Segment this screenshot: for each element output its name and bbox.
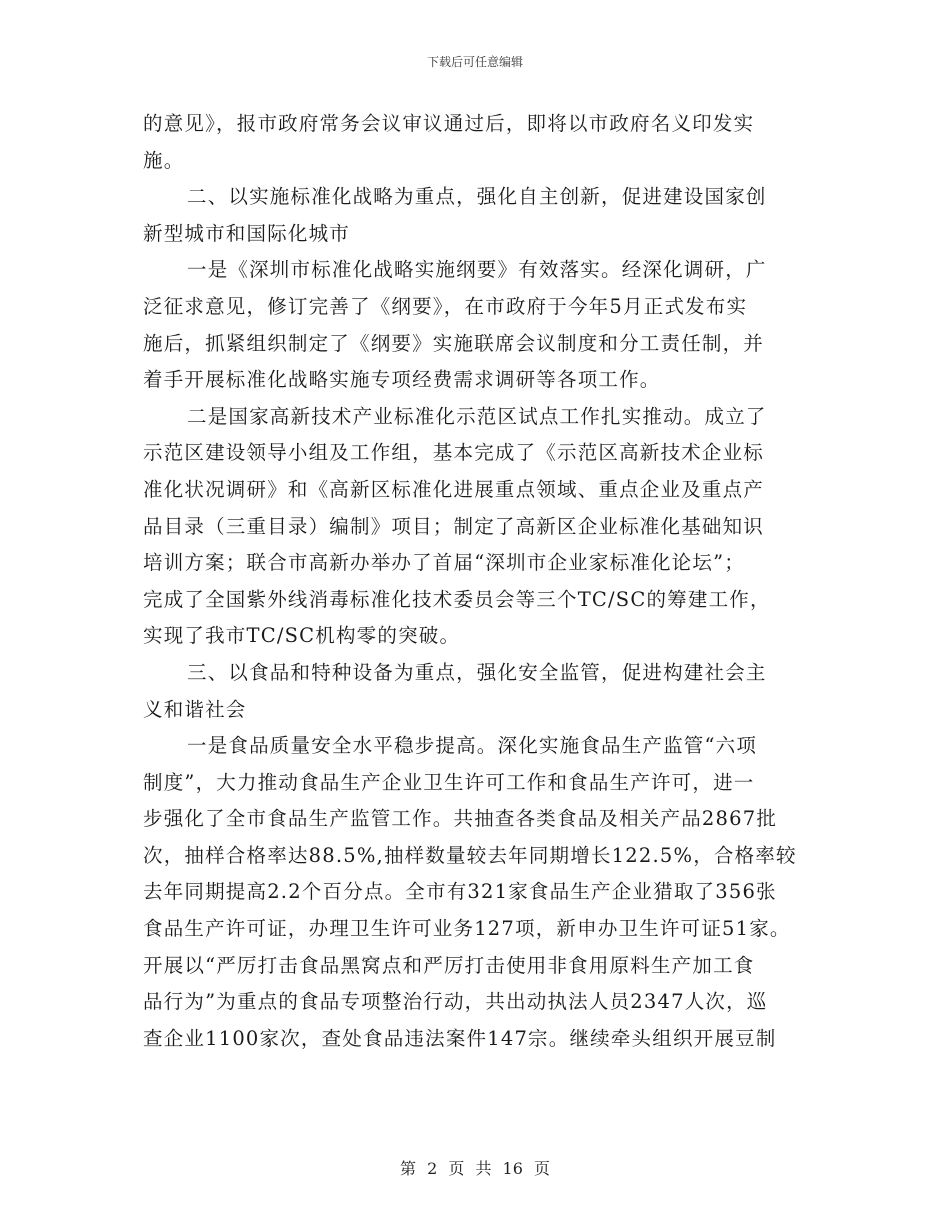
- text-line: 次，抽样合格率达88.5%,抽样数量较去年同期增长122.5%，合格率较: [143, 843, 797, 867]
- text-line: 的意见》，报市政府常务会议审议通过后，即将以市政府名义印发实: [143, 112, 755, 135]
- text-line: 开展以“严厉打击食品黑窝点和严厉打击使用非食用原料生产加工食: [143, 953, 755, 977]
- page-header: 下载后可任意编辑: [426, 55, 523, 69]
- text-line: 完成了全国紫外线消毒标准化技术委员会等三个TC/SC的筹建工作，: [143, 587, 771, 611]
- paragraph-start: 一是食品质量安全水平稳步提高。深化实施食品生产监管“六项: [187, 734, 758, 758]
- text-line: 培训方案；联合市高新办举办了首届“深圳市企业家标准化论坛”；: [143, 551, 745, 575]
- page-footer: 第 2 页 共 16 页: [400, 1159, 550, 1178]
- text-line: 步强化了全市食品生产监管工作。共抽查各类食品及相关产品2867批: [143, 807, 778, 831]
- text-line: 制度”，大力推动食品生产企业卫生许可工作和食品生产许可，进一: [143, 770, 755, 794]
- text-line: 实现了我市TC/SC机构零的突破。: [143, 624, 461, 648]
- text-line: 示范区建设领导小组及工作组，基本完成了《示范区高新技术企业标: [143, 441, 765, 465]
- paragraph-start: 一是《深圳市标准化战略实施纲要》有效落实。经深化调研，广: [187, 258, 767, 282]
- section-heading-cont: 新型城市和国际化城市: [143, 221, 351, 245]
- section-heading-cont: 义和谐社会: [143, 697, 247, 721]
- text-line: 去年同期提高2.2个百分点。全市有321家食品生产企业猎取了356张: [143, 880, 777, 904]
- text-line: 施后，抓紧组织制定了《纲要》实施联席会议制度和分工责任制，并: [143, 331, 765, 355]
- text-line: 泛征求意见，修订完善了《纲要》，在市政府于今年5月正式发布实: [143, 294, 748, 318]
- text-line: 准化状况调研》和《高新区标准化进展重点领域、重点企业及重点产: [143, 477, 765, 501]
- section-heading: 二、以实施标准化战略为重点，强化自主创新，促进建设国家创: [187, 185, 767, 209]
- text-line: 着手开展标准化战略实施专项经费需求调研等各项工作。: [143, 368, 661, 392]
- text-line: 品行为”为重点的食品专项整治行动，共出动执法人员2347人次，巡: [143, 990, 768, 1014]
- document-body: [143, 106, 808, 1057]
- text-line: 查企业1100家次，查处食品违法案件147宗。继续牵头组织开展豆制: [143, 1026, 777, 1050]
- text-line: 施。: [143, 148, 185, 172]
- text-line: 食品生产许可证，办理卫生许可业务127项，新申办卫生许可证51家。: [143, 917, 791, 941]
- text-line: 品目录（三重目录）编制》项目；制定了高新区企业标准化基础知识: [143, 514, 765, 538]
- paragraph-start: 二是国家高新技术产业标准化示范区试点工作扎实推动。成立了: [187, 404, 767, 428]
- section-heading: 三、以食品和特种设备为重点，强化安全监管，促进构建社会主: [187, 660, 767, 684]
